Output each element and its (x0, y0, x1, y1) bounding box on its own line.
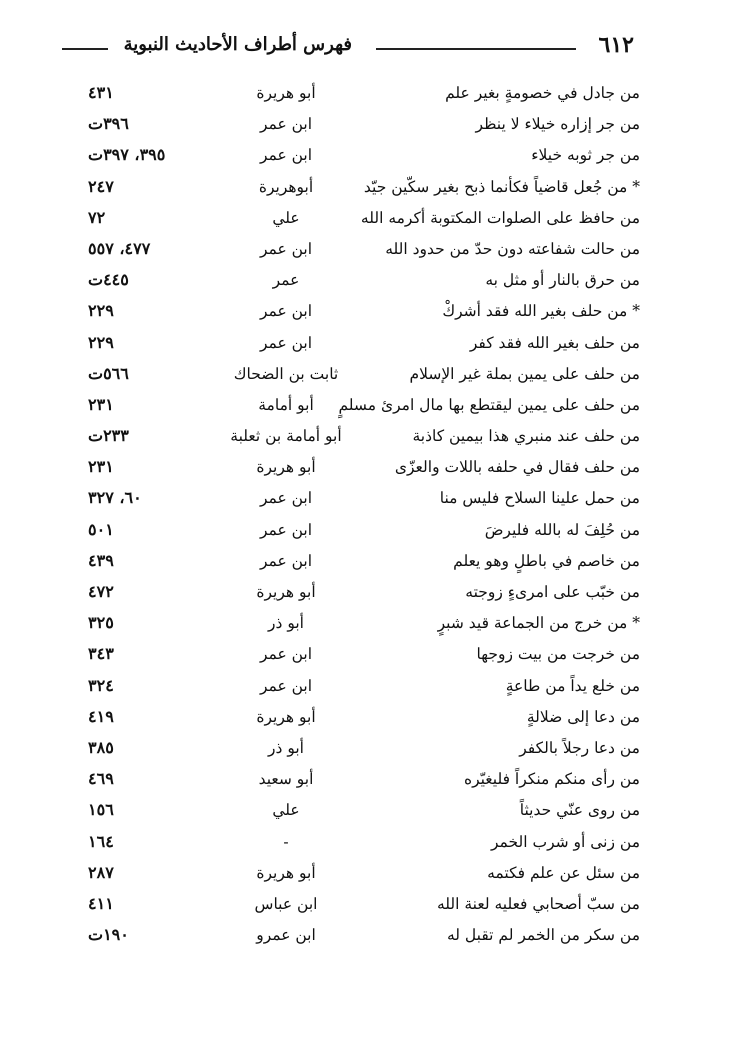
index-row (88, 641, 640, 672)
page-references: ١٩٠ت (88, 925, 129, 945)
page-references: ٢٤٧ (88, 176, 114, 196)
index-row (88, 267, 640, 298)
page-references: ٤١١ (88, 893, 114, 913)
index-row (88, 891, 640, 922)
narrator-name: أبوهريرة (258, 177, 314, 196)
narrator-name: ابن عمر (259, 645, 313, 664)
page-references: ٢٢٩ (88, 301, 114, 321)
hadith-text: من حافظ على الصلوات المكتوبة أكرمه الله (360, 208, 640, 227)
index-row (88, 579, 640, 610)
hadith-text: من رأى منكم منكراً فليغيّره (463, 770, 640, 789)
hadith-text: من خبّب على امرىءٍ زوجته (465, 583, 640, 601)
index-row (88, 111, 640, 142)
page-references: ٥٠١ (88, 519, 114, 539)
page-references: ٣٤٣ (88, 644, 114, 664)
hadith-text: من حلف فقال في حلفه باللات والعزّى (394, 458, 640, 477)
page-references: ٢٨٧ (88, 862, 114, 882)
page-references: ٤٦٩ (88, 769, 114, 789)
page-header (62, 24, 634, 64)
index-row (88, 205, 640, 236)
narrator-name: ابن عمر (259, 115, 313, 134)
narrator-name: أبو ذر (268, 614, 304, 633)
hadith-text: من دعا إلى ضلالةٍ (526, 707, 640, 726)
index-row (88, 174, 640, 205)
hadith-text: من خرجت من بيت زوجها (476, 645, 640, 664)
narrator-name: ابن عمرو (256, 926, 316, 945)
page-references: ٤٣٩ (88, 550, 114, 570)
hadith-text: من سكر من الخمر لم تقبل له (446, 926, 640, 945)
narrator-name: أبو هريرة (256, 707, 316, 726)
index-row (88, 298, 640, 329)
narrator-name: أبو هريرة (256, 583, 316, 601)
page-references: ٢٢٩ (88, 332, 114, 352)
index-row (88, 361, 640, 392)
page-references: ٤٧٢ (88, 582, 114, 601)
header-rule-left (62, 48, 108, 50)
narrator-name: عمر (272, 271, 300, 290)
page-references: ٤٣١ (88, 83, 114, 102)
narrator-name: ابن عمر (259, 302, 313, 321)
page-references: ٢٣١ (88, 457, 114, 477)
hadith-text: من دعا رجلاً بالكفر (519, 738, 640, 757)
page-references: ٣٩٦ت (88, 114, 129, 134)
hadith-text: من حلف على يمين ليقتطع بها مال امرئ مسلمٍ (338, 395, 640, 414)
hadith-text: * من حلف بغير الله فقد أشركْ (442, 302, 640, 321)
index-row (88, 423, 640, 454)
narrator-name: ابن عمر (259, 520, 313, 539)
page-references: ٤٧٧، ٥٥٧ (88, 238, 151, 258)
narrator-name: ابن عمر (259, 676, 313, 695)
page-references: ٤١٩ (88, 706, 114, 726)
index-row (88, 860, 640, 891)
narrator-name: أبو أمامة (258, 395, 314, 414)
header-rule-right (376, 48, 576, 50)
page-references: ٣٢٥ (88, 613, 114, 633)
index-row (88, 548, 640, 579)
hadith-text: من حمل علينا السلاح فليس منا (439, 489, 640, 508)
narrator-name: أبو هريرة (256, 84, 316, 102)
narrator-name: ابن عمر (259, 551, 313, 570)
narrator-name: ابن عباس (254, 894, 318, 913)
hadith-text: من حالت شفاعته دون حدّ من حدود الله (385, 239, 640, 258)
narrator-name: أبو هريرة (256, 458, 316, 477)
page-references: ٥٦٦ت (88, 363, 129, 383)
narrator-name: أبو سعيد (258, 770, 314, 789)
page-title: فهرس أطراف الأحاديث النبوية (123, 34, 352, 55)
narrator-name: ثابت بن الضحاك (233, 364, 339, 383)
index-row (88, 485, 640, 516)
page-references: ٣٩٥، ٣٩٧ت (88, 145, 166, 165)
hadith-text: من سئل عن علم فكتمه (487, 863, 640, 882)
narrator-name: ابن عمر (259, 146, 313, 165)
hadith-text: من زنى أو شرب الخمر (491, 832, 640, 851)
index-row (88, 80, 640, 111)
narrator-name: ابن عمر (259, 333, 313, 352)
index-row (88, 142, 640, 173)
index-row (88, 704, 640, 735)
index-row (88, 829, 640, 860)
hadith-text: من روى عنّي حديثاً (519, 801, 640, 820)
page-references: ٣٨٥ (88, 737, 114, 757)
narrator-name: ابن عمر (259, 239, 313, 258)
narrator-name: - (283, 832, 289, 851)
hadith-text: * من خرج من الجماعة قيد شبرٍ (437, 614, 640, 633)
narrator-name: علي (272, 801, 300, 820)
index-row (88, 236, 640, 267)
index-row (88, 610, 640, 641)
narrator-name: أبو أمامة بن ثعلبة (230, 427, 342, 446)
index-row (88, 797, 640, 828)
hadith-text: من حلف بغير الله فقد كفر (469, 333, 640, 352)
index-row (88, 454, 640, 485)
page-references: ١٦٤ (88, 831, 114, 851)
hadith-text: من حرق بالنار أو مثل به (485, 271, 640, 290)
narrator-name: علي (272, 208, 300, 227)
hadith-index-list (88, 80, 640, 953)
hadith-text: من جر إزاره خيلاء لا ينظر (475, 115, 640, 134)
hadith-text: * من جُعل قاضياً فكأنما ذبح بغير سكّين جيّد (363, 177, 640, 196)
narrator-name: ابن عمر (259, 489, 313, 508)
narrator-name: أبو هريرة (256, 863, 316, 882)
narrator-name: أبو ذر (268, 738, 304, 757)
index-row (88, 673, 640, 704)
page-references: ٢٣٣ت (88, 426, 129, 446)
hadith-text: من خاصم في باطلٍ وهو يعلم (453, 551, 640, 570)
index-row (88, 392, 640, 423)
page-references: ٤٤٥ت (88, 270, 129, 290)
hadith-text: من جر ثوبه خيلاء (531, 146, 640, 165)
page-references: ٢٣١ (88, 394, 114, 414)
hadith-text: من جادل في خصومةٍ بغير علم (445, 84, 640, 102)
hadith-text: من حُلِفَ له بالله فليرضَ (484, 520, 640, 539)
hadith-text: من خلع يداً من طاعةٍ (505, 676, 640, 695)
page-references: ٣٢٤ (88, 675, 114, 695)
index-row (88, 922, 640, 953)
page-references: ٦٠، ٣٢٧ (88, 488, 142, 508)
index-row (88, 735, 640, 766)
page-references: ٧٢ (88, 207, 106, 227)
hadith-text: من حلف عند منبري هذا بيمين كاذبة (412, 427, 640, 446)
page-number: ٦١٢ (598, 32, 634, 58)
index-row (88, 330, 640, 361)
page-references: ١٥٦ (88, 800, 114, 820)
index-row (88, 517, 640, 548)
hadith-text: من سبّ أصحابي فعليه لعنة الله (436, 894, 640, 913)
hadith-text: من حلف على يمين بملة غير الإسلام (409, 364, 640, 383)
index-row (88, 766, 640, 797)
